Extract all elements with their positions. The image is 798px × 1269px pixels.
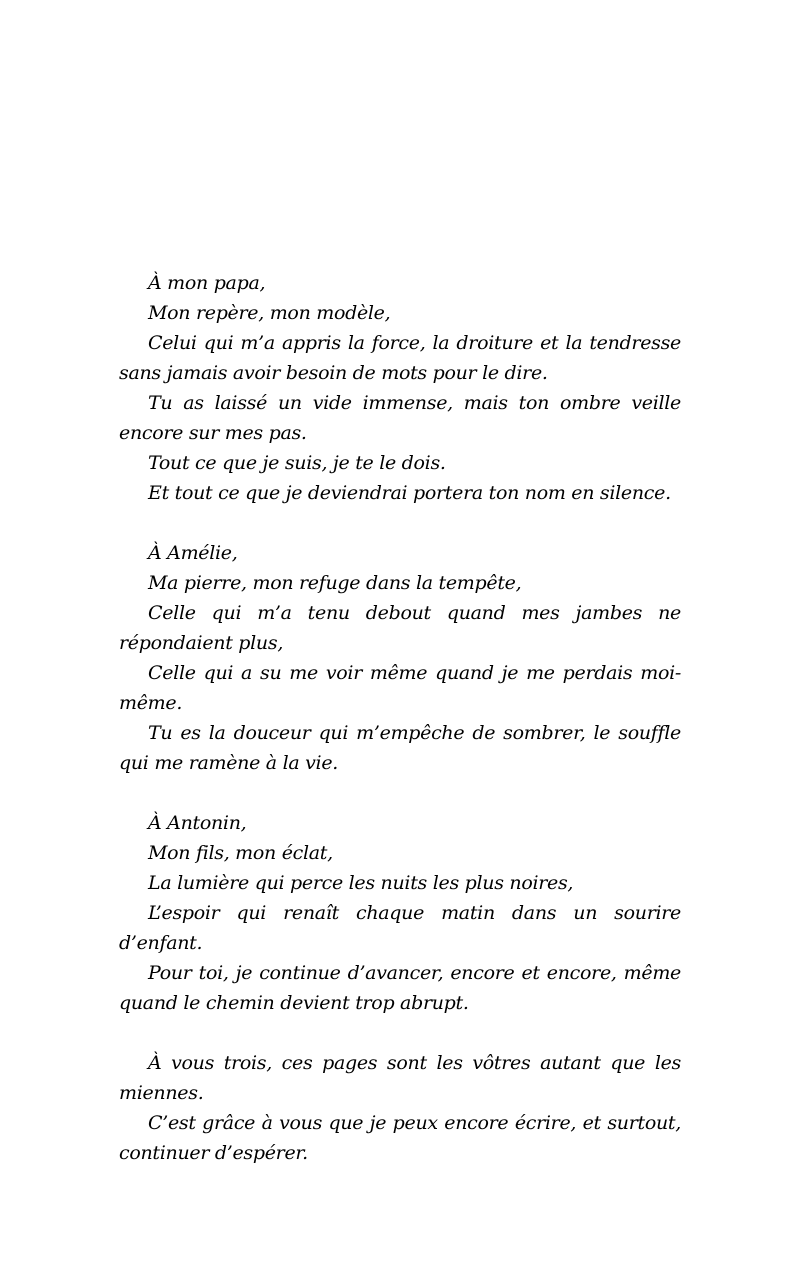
dedication-line: C’est grâce à vous que je peux encore écrire, et surtout, continuer d’espérer. [119,1112,681,1164]
dedication-line: Tout ce que je suis, je te le dois. [148,452,446,474]
dedication-stanza-papa [119,268,681,508]
dedication-line: Tu es la douceur qui m’empêche de sombrer, le souffle qui me ramène à la vie. [119,722,681,774]
dedication-line: À Antonin, [148,812,247,834]
dedication-line: Mon fils, mon éclat, [148,842,333,864]
dedication-line: Ma pierre, mon refuge dans la tempête, [148,572,522,594]
dedication-line: Celui qui m’a appris la force, la droiture et la tendresse sans jamais avoir besoin de mots pour le dire. [119,332,681,384]
dedication-line: Et tout ce que je deviendrai portera ton nom en silence. [148,482,671,504]
dedication-line: Celle qui a su me voir même quand je me perdais moi-même. [119,662,681,714]
dedication-line: Tu as laissé un vide immense, mais ton ombre veille encore sur mes pas. [119,392,681,444]
dedication-line: À vous trois, ces pages sont les vôtres autant que les miennes. [119,1052,681,1104]
dedication-line: À mon papa, [148,272,266,294]
dedication-line: Pour toi, je continue d’avancer, encore et encore, même quand le chemin devient trop abrupt. [119,962,681,1014]
dedication-line: Celle qui m’a tenu debout quand mes jambes ne répondaient plus, [119,602,681,654]
dedication-line: La lumière qui perce les nuits les plus noires, [148,872,574,894]
dedication-line: À Amélie, [148,542,238,564]
dedication-line: Mon repère, mon modèle, [148,302,391,324]
dedication-stanza-closing [119,1048,681,1168]
dedication-page [119,268,681,1168]
dedication-stanza-antonin [119,808,681,1018]
dedication-line: L’espoir qui renaît chaque matin dans un sourire d’enfant. [119,902,681,954]
dedication-stanza-amelie [119,538,681,778]
